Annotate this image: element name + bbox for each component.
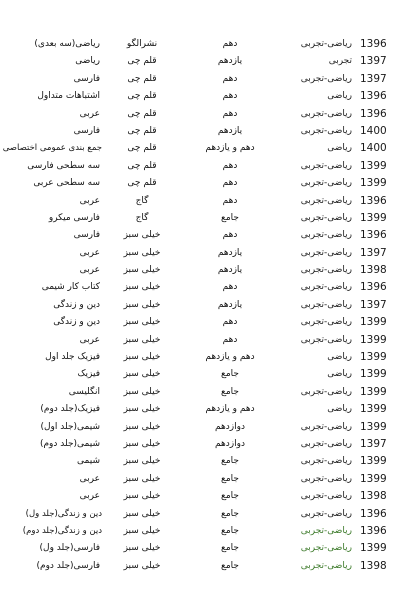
publisher-cell: خیلی سبز [123, 334, 161, 345]
publisher-cell: گاج [135, 212, 149, 223]
publisher-cell: گاج [135, 195, 149, 206]
field-cell: ریاضی-تجربی [300, 178, 352, 189]
year-cell: 1399 [360, 316, 387, 329]
book-title-cell: عربی [79, 473, 100, 484]
grade-cell: جامع [221, 456, 239, 467]
field-cell: ریاضی-تجربی [300, 473, 352, 484]
book-title-cell: سه سطحی فارسی [27, 160, 100, 171]
field-cell: ریاضی-تجربی [300, 125, 352, 136]
grade-cell: یازدهم [217, 56, 243, 67]
field-cell: ریاضی [327, 91, 352, 102]
grade-cell: دهم و یازدهم [205, 404, 255, 415]
table-row [0, 227, 400, 244]
table-row [0, 279, 400, 296]
field-cell: ریاضی-تجربی [300, 421, 352, 432]
year-cell: 1399 [360, 351, 387, 364]
field-cell: ریاضی-تجربی [300, 525, 352, 536]
publisher-cell: خیلی سبز [123, 369, 161, 380]
book-title-cell: دین و زندگی(جلد دوم) [22, 525, 102, 536]
book-title-cell: فیزیک(جلد دوم) [40, 404, 100, 415]
table-row [0, 175, 400, 192]
table-row [0, 384, 400, 401]
book-title-cell: فارسی [73, 73, 100, 84]
publisher-cell: نشرالگو [126, 39, 158, 49]
year-cell: 1398 [360, 490, 387, 503]
field-cell: ریاضی-تجربی [300, 247, 352, 258]
book-title-cell: عربی [79, 108, 100, 119]
field-cell: تجربی [328, 56, 352, 67]
year-cell: 1398 [360, 264, 387, 277]
year-cell: 1399 [360, 385, 387, 398]
grade-cell: یازدهم [217, 265, 243, 276]
publisher-cell: خیلی سبز [123, 543, 161, 554]
year-cell: 1396 [360, 229, 387, 242]
grade-cell: دهم و یازدهم [205, 352, 255, 363]
book-title-cell: شیمی [77, 456, 100, 467]
publisher-cell: قلم چی [127, 73, 157, 84]
grade-cell: دوازدهم [215, 438, 245, 449]
field-cell: ریاضی-تجربی [300, 282, 352, 293]
grade-cell: دهم [222, 282, 238, 293]
publisher-cell: خیلی سبز [123, 491, 161, 502]
book-title-cell: سه سطحی عربی [33, 178, 100, 189]
field-cell: ریاضی-تجربی [300, 508, 352, 519]
grade-cell: جامع [221, 560, 239, 571]
book-title-cell: فارسی میکرو [48, 212, 100, 223]
grade-cell: جامع [221, 369, 239, 380]
table-row [0, 506, 400, 523]
year-cell: 1396 [360, 38, 387, 50]
book-title-cell: فارسی(جلد دوم) [36, 560, 100, 571]
field-cell: ریاضی-تجربی [300, 456, 352, 467]
book-list-table [0, 36, 400, 575]
publisher-cell: قلم چی [127, 91, 157, 102]
field-cell: ریاضی [327, 352, 352, 363]
book-title-cell: جمع بندی عمومی اختصاصی [2, 143, 102, 154]
publisher-cell: خیلی سبز [123, 508, 161, 519]
book-title-cell: فارسی [73, 230, 100, 241]
field-cell: ریاضی-تجربی [300, 560, 352, 571]
year-cell: 1399 [360, 542, 387, 555]
table-row [0, 558, 400, 575]
grade-cell: یازدهم [217, 125, 243, 136]
book-title-cell: شیمی(جلد اول) [40, 421, 100, 432]
table-row [0, 523, 400, 540]
grade-cell: جامع [221, 473, 239, 484]
grade-cell: دوازدهم [215, 421, 245, 432]
book-title-cell: دین و زندگی [53, 299, 100, 310]
publisher-cell: قلم چی [127, 160, 157, 171]
grade-cell: دهم [222, 195, 238, 206]
grade-cell: جامع [221, 212, 239, 223]
year-cell: 1396 [360, 107, 387, 120]
publisher-cell: خیلی سبز [123, 352, 161, 363]
grade-cell: جامع [221, 386, 239, 397]
field-cell: ریاضی-تجربی [300, 438, 352, 449]
book-title-cell: عربی [79, 195, 100, 206]
year-cell: 1396 [360, 507, 387, 520]
year-cell: 1400 [360, 142, 387, 155]
year-cell: 1398 [360, 559, 387, 572]
publisher-cell: قلم چی [127, 108, 157, 119]
table-row [0, 349, 400, 366]
year-cell: 1399 [360, 403, 387, 416]
grade-cell: دهم [222, 230, 238, 241]
field-cell: ریاضی [327, 143, 352, 154]
table-row [0, 471, 400, 488]
table-row [0, 453, 400, 470]
publisher-cell: خیلی سبز [123, 525, 161, 536]
year-cell: 1399 [360, 472, 387, 485]
table-row [0, 158, 400, 175]
grade-cell: یازدهم [217, 247, 243, 258]
book-title-cell: ریاضی [75, 56, 100, 67]
publisher-cell: قلم چی [127, 143, 157, 154]
book-title-cell: فارسی [73, 125, 100, 136]
publisher-cell: قلم چی [127, 178, 157, 189]
book-title-cell: شیمی(جلد دوم) [39, 438, 100, 449]
table-row [0, 401, 400, 418]
publisher-cell: خیلی سبز [123, 473, 161, 484]
table-row [0, 245, 400, 262]
year-cell: 1399 [360, 455, 387, 468]
book-title-cell: عربی [79, 247, 100, 258]
field-cell: ریاضی-تجربی [300, 160, 352, 171]
book-title-cell: عربی [79, 265, 100, 276]
year-cell: 1397 [360, 72, 387, 85]
grade-cell: دهم [222, 160, 238, 171]
book-title-cell: کتاب کار شیمی [41, 282, 100, 293]
table-row [0, 297, 400, 314]
year-cell: 1399 [360, 211, 387, 224]
year-cell: 1397 [360, 246, 387, 259]
table-row [0, 262, 400, 279]
field-cell: ریاضی-تجربی [300, 299, 352, 310]
grade-cell: جامع [221, 491, 239, 502]
table-row [0, 140, 400, 157]
publisher-cell: خیلی سبز [123, 282, 161, 293]
table-row [0, 106, 400, 123]
field-cell: ریاضی-تجربی [300, 108, 352, 119]
grade-cell: جامع [221, 525, 239, 536]
book-title-cell: اشتباهات متداول [37, 91, 100, 102]
table-row [0, 123, 400, 140]
publisher-cell: خیلی سبز [123, 265, 161, 276]
field-cell: ریاضی-تجربی [300, 265, 352, 276]
field-cell: ریاضی-تجربی [300, 317, 352, 328]
table-row [0, 314, 400, 331]
table-row [0, 53, 400, 70]
grade-cell: جامع [221, 508, 239, 519]
table-row [0, 488, 400, 505]
publisher-cell: خیلی سبز [123, 404, 161, 415]
book-title-cell: فیزیک جلد اول [45, 352, 100, 363]
field-cell: ریاضی-تجربی [300, 334, 352, 345]
table-row [0, 332, 400, 349]
publisher-cell: خیلی سبز [123, 230, 161, 241]
book-title-cell: دین و زندگی [53, 317, 100, 328]
year-cell: 1396 [360, 194, 387, 207]
field-cell: ریاضی-تجربی [300, 195, 352, 206]
publisher-cell: خیلی سبز [123, 456, 161, 467]
book-title-cell: ریاضی(سه بعدی) [34, 39, 100, 49]
book-title-cell: دین و زندگی(جلد ول) [25, 508, 102, 519]
field-cell: ریاضی-تجربی [300, 230, 352, 241]
grade-cell: جامع [221, 543, 239, 554]
year-cell: 1397 [360, 298, 387, 311]
grade-cell: دهم [222, 39, 238, 49]
year-cell: 1397 [360, 437, 387, 450]
table-row [0, 193, 400, 210]
grade-cell: دهم و یازدهم [205, 143, 255, 154]
grade-cell: دهم [222, 334, 238, 345]
table-row [0, 366, 400, 383]
publisher-cell: خیلی سبز [123, 299, 161, 310]
grade-cell: دهم [222, 317, 238, 328]
book-title-cell: فیزیک [77, 369, 100, 380]
field-cell: ریاضی-تجربی [300, 73, 352, 84]
table-row [0, 436, 400, 453]
publisher-cell: خیلی سبز [123, 386, 161, 397]
publisher-cell: خیلی سبز [123, 247, 161, 258]
year-cell: 1399 [360, 333, 387, 346]
grade-cell: دهم [222, 73, 238, 84]
table-row [0, 71, 400, 88]
year-cell: 1399 [360, 368, 387, 381]
publisher-cell: خیلی سبز [123, 560, 161, 571]
field-cell: ریاضی-تجربی [300, 212, 352, 223]
field-cell: ریاضی-تجربی [300, 386, 352, 397]
book-title-cell: عربی [79, 334, 100, 345]
table-row [0, 88, 400, 105]
grade-cell: دهم [222, 108, 238, 119]
grade-cell: دهم [222, 178, 238, 189]
field-cell: ریاضی-تجربی [300, 39, 352, 49]
field-cell: ریاضی [327, 369, 352, 380]
publisher-cell: خیلی سبز [123, 421, 161, 432]
book-title-cell: فارسی(جلد ول) [39, 543, 100, 554]
book-title-cell: عربی [79, 491, 100, 502]
field-cell: ریاضی [327, 404, 352, 415]
publisher-cell: خیلی سبز [123, 438, 161, 449]
table-row [0, 540, 400, 557]
year-cell: 1399 [360, 159, 387, 172]
year-cell: 1396 [360, 524, 387, 537]
table-row [0, 419, 400, 436]
field-cell: ریاضی-تجربی [300, 543, 352, 554]
year-cell: 1399 [360, 177, 387, 190]
publisher-cell: قلم چی [127, 125, 157, 136]
year-cell: 1396 [360, 90, 387, 103]
table-row [0, 210, 400, 227]
year-cell: 1397 [360, 55, 387, 68]
field-cell: ریاضی-تجربی [300, 491, 352, 502]
year-cell: 1396 [360, 281, 387, 294]
book-title-cell: انگلیسی [68, 386, 100, 397]
table-row [0, 36, 400, 53]
grade-cell: دهم [222, 91, 238, 102]
year-cell: 1399 [360, 420, 387, 433]
publisher-cell: خیلی سبز [123, 317, 161, 328]
publisher-cell: قلم چی [127, 56, 157, 67]
year-cell: 1400 [360, 124, 387, 137]
grade-cell: یازدهم [217, 299, 243, 310]
